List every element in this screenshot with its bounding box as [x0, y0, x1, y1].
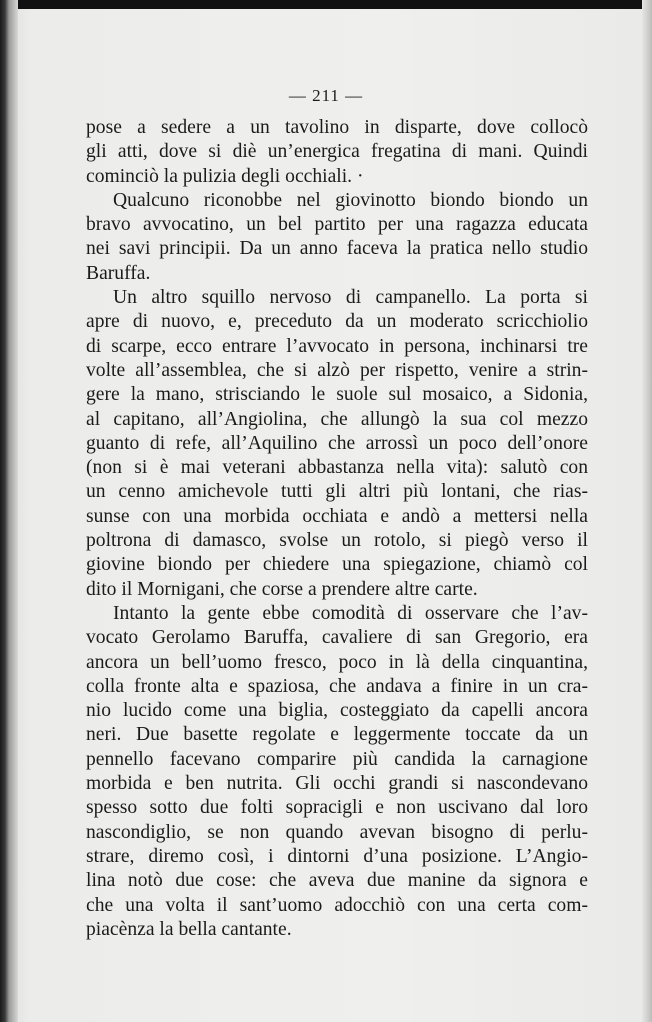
text-line: guanto di refe, all’Aquilino che arrossì un poco dell’onore [86, 432, 588, 454]
text-line: Qualcuno riconobbe nel giovinotto biondo biondo un [113, 189, 588, 211]
text-line: che una volta il sant’uomo adocchiò con una certa com- [86, 894, 588, 916]
text-line: pennello facevano comparire più candida la carnagione [86, 748, 588, 770]
text-line: volte all’assemblea, che si alzò per rispetto, venire a strin- [86, 359, 588, 381]
text-line: apre di nuovo, e, preceduto da un moderato scricchiolio [86, 311, 588, 333]
scan-right-edge [642, 0, 652, 1022]
text-line: Intanto la gente ebbe comodità di osservare che l’av- [113, 602, 588, 624]
text-line: al capitano, all’Angiolina, che allungò la sua col mezzo [86, 408, 588, 430]
text-line: (non si è mai veterani abbastanza nella vita): salutò con [86, 457, 588, 479]
text-line: di scarpe, ecco entrare l’avvocato in persona, inchinarsi tre [86, 335, 588, 357]
text-line: sunse con una morbida occhiata e andò a mettersi nella [86, 505, 588, 527]
text-line: giovine biondo per chiedere una spiegazione, chiamò col [86, 554, 588, 576]
body-text [86, 116, 588, 942]
text-line: gli atti, dove si diè un’energica fregatina di mani. Quindi [86, 141, 588, 163]
text-line: gere la mano, strisciando le suole sul mosaico, a Sidonia, [86, 384, 588, 406]
text-line: lina notò due cose: che aveva due manine da signora e [86, 870, 588, 892]
text-line: ancora un bell’uomo fresco, poco in là della cinquantina, [86, 651, 588, 673]
text-line: nio lucido come una biglia, costeggiato da capelli ancora [86, 700, 588, 722]
text-line: vocato Gerolamo Baruffa, cavaliere di san Gregorio, era [86, 627, 588, 649]
text-line: un cenno amichevole tutti gli altri più lontani, che rias- [86, 481, 588, 503]
scan-top-edge [0, 0, 652, 9]
text-line: dito il Mornigani, che corse a prendere altre carte. [86, 578, 478, 600]
text-line: piacènza la bella cantante. [86, 918, 292, 940]
text-line: pose a sedere a un tavolino in disparte, dove collocò [86, 117, 588, 138]
text-line: bravo avvocatino, un bel partito per una ragazza educata [86, 214, 588, 236]
text-line: strare, diremo così, i dintorni d’una posizione. L’Angio- [86, 845, 588, 867]
text-line: nascondiglio, se non quando avevan bisogno di perlu- [86, 821, 588, 843]
text-line: cominciò la pulizia degli occhiali. · [86, 165, 364, 187]
text-line: morbida e ben nutrita. Gli occhi grandi si nascondevano [86, 773, 588, 795]
text-line: nei savi principii. Da un anno faceva la pratica nello studio [86, 238, 588, 260]
text-line: Baruffa. [86, 262, 151, 284]
text-line: Un altro squillo nervoso di campanello. La porta si [113, 287, 588, 309]
scan-binding-edge [0, 0, 18, 1022]
text-line: poltrona di damasco, svolse un rotolo, si piegò verso il [86, 530, 588, 552]
text-line: colla fronte alta e spaziosa, che andava a finire in un cra- [86, 675, 588, 697]
text-line: spesso sotto due folti sopracigli e non uscivano dal loro [86, 797, 588, 819]
text-line: neri. Due basette regolate e leggermente toccate da un [86, 724, 588, 746]
page-number: — 211 — [288, 86, 364, 105]
